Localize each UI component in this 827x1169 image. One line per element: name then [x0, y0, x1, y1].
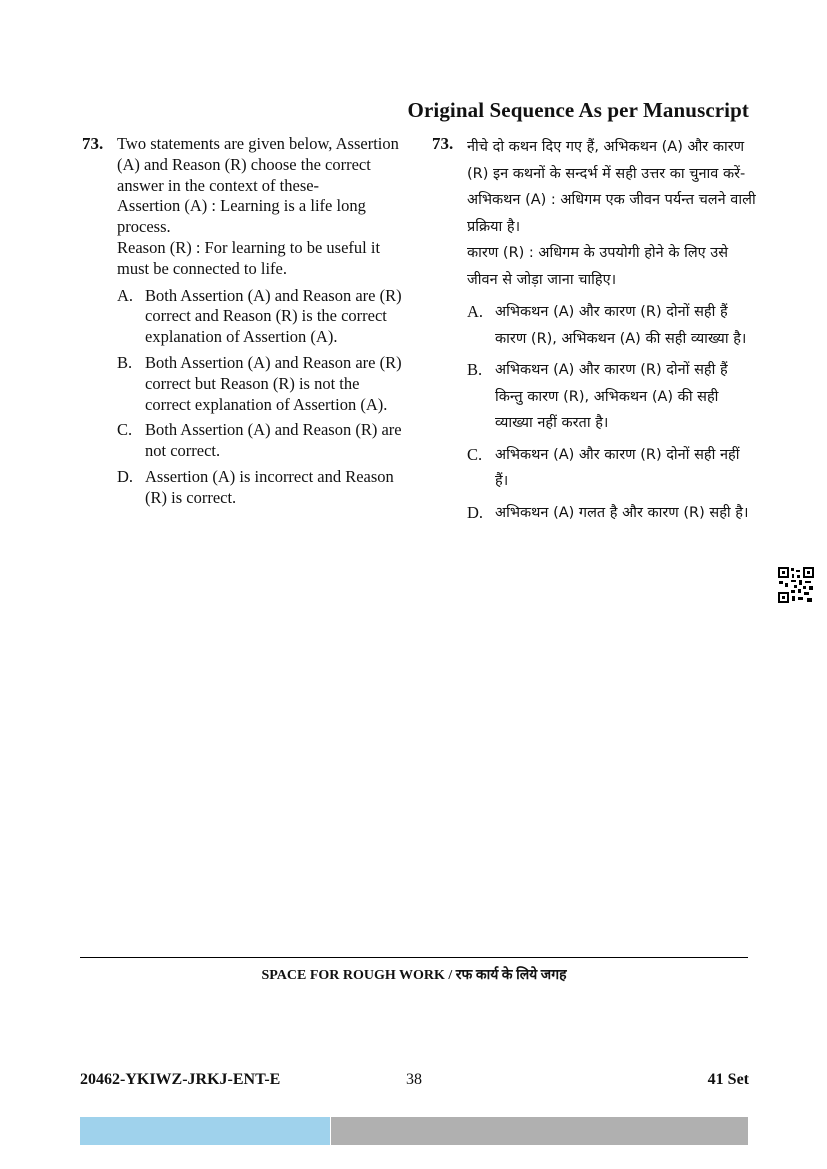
paper-code: 20462-YKIWZ-JRKJ-ENT-E — [80, 1071, 281, 1088]
reason-line: Reason (R) : For learning to be useful it must be connected to life. — [117, 237, 381, 278]
question-english — [82, 134, 402, 514]
option-a[interactable] — [117, 286, 402, 348]
assertion-line: अभिकथन (A) : अधिगम एक जीवन पर्यन्त चलने वाली प्रक्रिया है। — [467, 192, 756, 235]
option-text: अभिकथन (A) और कारण (R) दोनों सही हैं किन्तु कारण (R), अभिकथन (A) की सही व्याख्या नहीं करता है। — [495, 362, 728, 431]
question-hindi — [432, 134, 757, 531]
option-letter: C. — [467, 444, 483, 464]
page-number: 38 — [406, 1071, 422, 1088]
option-d[interactable] — [467, 500, 757, 527]
assertion-line: Assertion (A) : Learning is a life long process. — [117, 196, 366, 237]
divider-line — [80, 957, 748, 958]
option-text: Assertion (A) is incorrect and Reason (R) is correct. — [145, 466, 394, 507]
question-number: 73. — [82, 134, 104, 153]
footer-bar-gray — [331, 1117, 748, 1145]
set-label: 41 Set — [707, 1071, 749, 1088]
question-number: 73. — [432, 134, 454, 153]
rough-work-label: SPACE FOR ROUGH WORK / रफ कार्य के लिये जगह — [261, 968, 567, 983]
sequence-title: Original Sequence As per Manuscript — [407, 98, 749, 122]
option-c[interactable] — [117, 420, 402, 462]
reason-line: कारण (R) : अधिगम के उपयोगी होने के लिए उसे जीवन से जोड़ा जाना चाहिए। — [467, 245, 729, 288]
option-text: Both Assertion (A) and Reason are (R) correct but Reason (R) is not the correct explanation of Assertion (A). — [145, 352, 402, 414]
qr-code-icon — [777, 566, 815, 604]
option-text: Both Assertion (A) and Reason are (R) correct and Reason (R) is the correct explanation of Assertion (A). — [145, 285, 402, 347]
option-letter: A. — [117, 285, 134, 305]
option-b[interactable] — [117, 353, 402, 415]
question-stem — [467, 134, 757, 293]
stem-line: Two statements are given below, Assertion (A) and Reason (R) choose the correct answer in the context of these- — [117, 134, 399, 195]
footer-bar-blue — [80, 1117, 330, 1145]
option-letter: B. — [467, 360, 483, 379]
option-list — [117, 286, 402, 509]
option-a[interactable] — [467, 299, 757, 352]
option-letter: D. — [467, 502, 484, 522]
option-c[interactable] — [467, 442, 757, 495]
option-b[interactable] — [467, 357, 757, 437]
option-text: अभिकथन (A) और कारण (R) दोनों सही हैं कारण (R), अभिकथन (A) की सही व्याख्या है। — [495, 304, 747, 347]
option-text: अभिकथन (A) गलत है और कारण (R) सही है। — [495, 504, 749, 521]
option-text: Both Assertion (A) and Reason (R) are not correct. — [145, 420, 402, 461]
option-d[interactable] — [117, 467, 402, 509]
question-stem — [117, 134, 402, 280]
option-letter: A. — [467, 302, 484, 321]
stem-line: नीचे दो कथन दिए गए हैं, अभिकथन (A) और कारण (R) इन कथनों के सन्दर्भ में सही उत्तर का चुनाव करें- — [467, 139, 746, 182]
option-letter: C. — [117, 420, 133, 440]
option-letter: B. — [117, 352, 133, 372]
option-text: अभिकथन (A) और कारण (R) दोनों सही नहीं हैं। — [495, 446, 740, 489]
option-letter: D. — [117, 466, 134, 486]
option-list — [467, 299, 757, 526]
